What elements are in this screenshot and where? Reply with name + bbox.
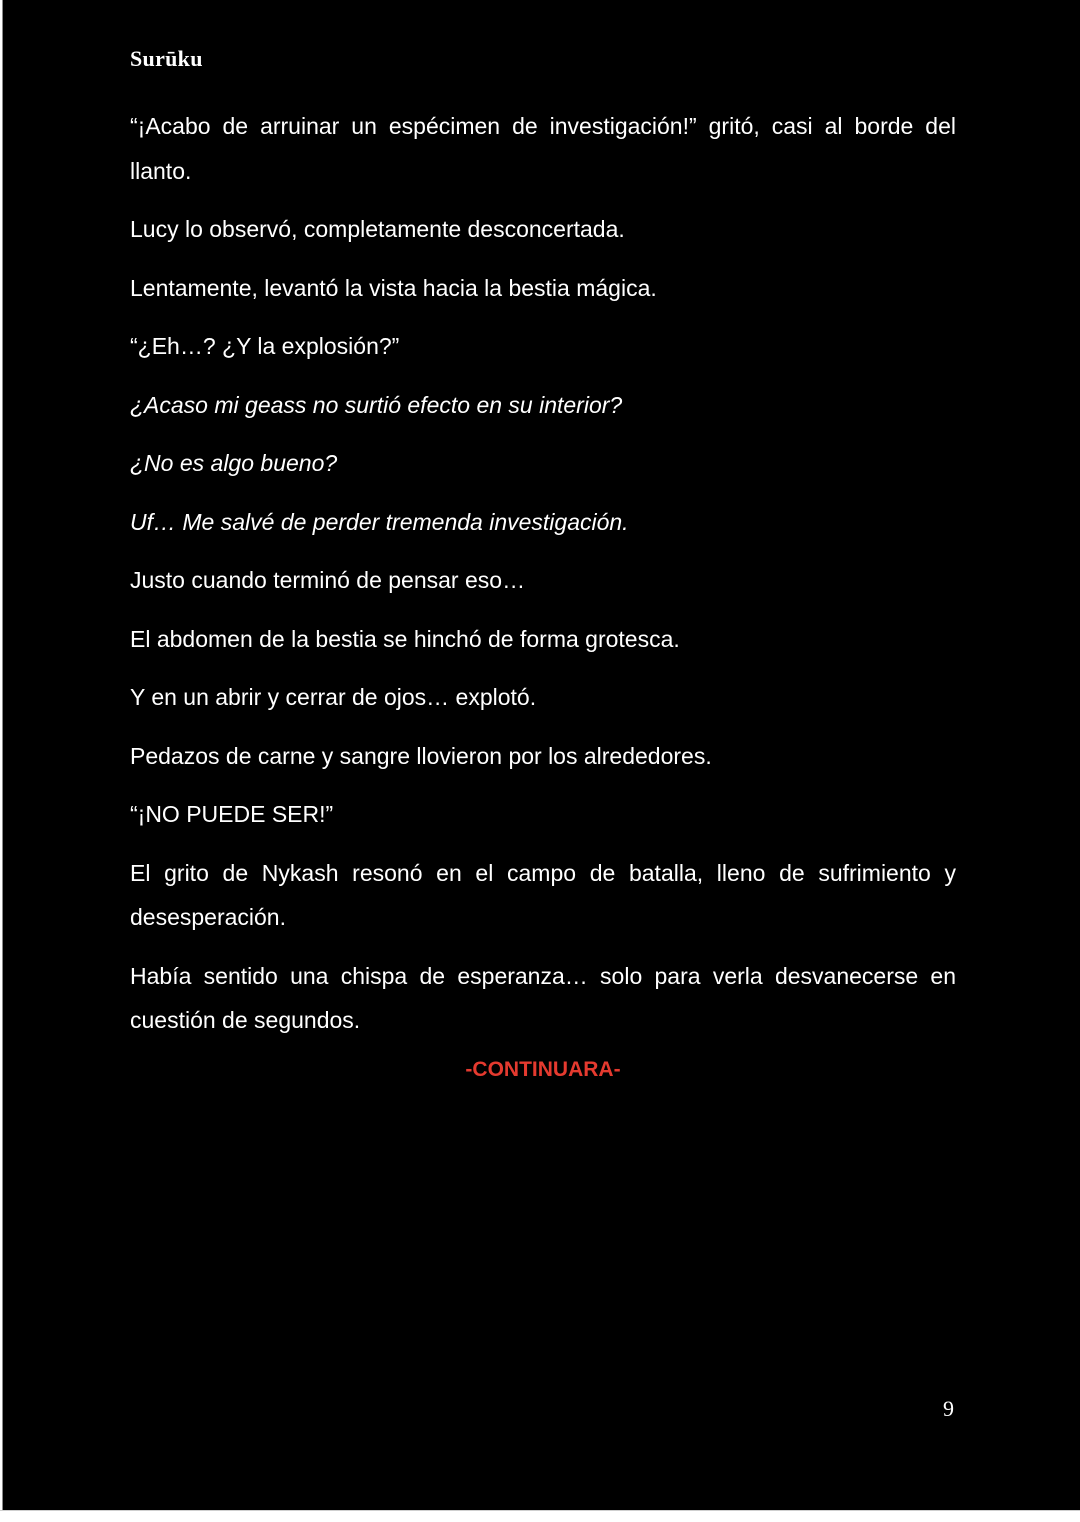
document-page [2, 0, 1080, 1510]
paragraph: Y en un abrir y cerrar de ojos… explotó. [130, 684, 537, 710]
paragraph-italic: Uf… Me salvé de perder tremenda investigación. [130, 508, 629, 535]
paragraph: Pedazos de carne y sangre llovieron por los alrededores. [130, 742, 712, 769]
running-header: Surūku [130, 46, 203, 71]
page-number: 9 [943, 1396, 954, 1421]
paragraph: “¡Acabo de arruinar un espécimen de investigación!” gritó, casi al borde del llanto. [130, 113, 956, 184]
paragraph: Lucy lo observó, completamente desconcertada. [130, 216, 625, 242]
paragraph: Lentamente, levantó la vista hacia la bestia mágica. [130, 274, 657, 301]
paragraph: Había sentido una chispa de esperanza… solo para verla desvanecerse en cuestión de segundos. [130, 962, 956, 1033]
paragraph: Justo cuando terminó de pensar eso… [130, 567, 526, 593]
body-text [130, 104, 956, 1085]
paragraph: “¡NO PUEDE SER!” [130, 801, 334, 827]
paragraph: “¿Eh…? ¿Y la explosión?” [130, 333, 400, 359]
paragraph-italic: ¿Acaso mi geass no surtió efecto en su interior? [130, 391, 623, 418]
paragraph: El abdomen de la bestia se hinchó de forma grotesca. [130, 625, 680, 652]
page-edge [0, 1510, 1080, 1511]
to-be-continued-label: -CONTINUARA- [465, 1057, 621, 1081]
paragraph-italic: ¿No es algo bueno? [130, 450, 338, 476]
paragraph: El grito de Nykash resonó en el campo de batalla, lleno de sufrimiento y desesperación. [130, 859, 956, 930]
